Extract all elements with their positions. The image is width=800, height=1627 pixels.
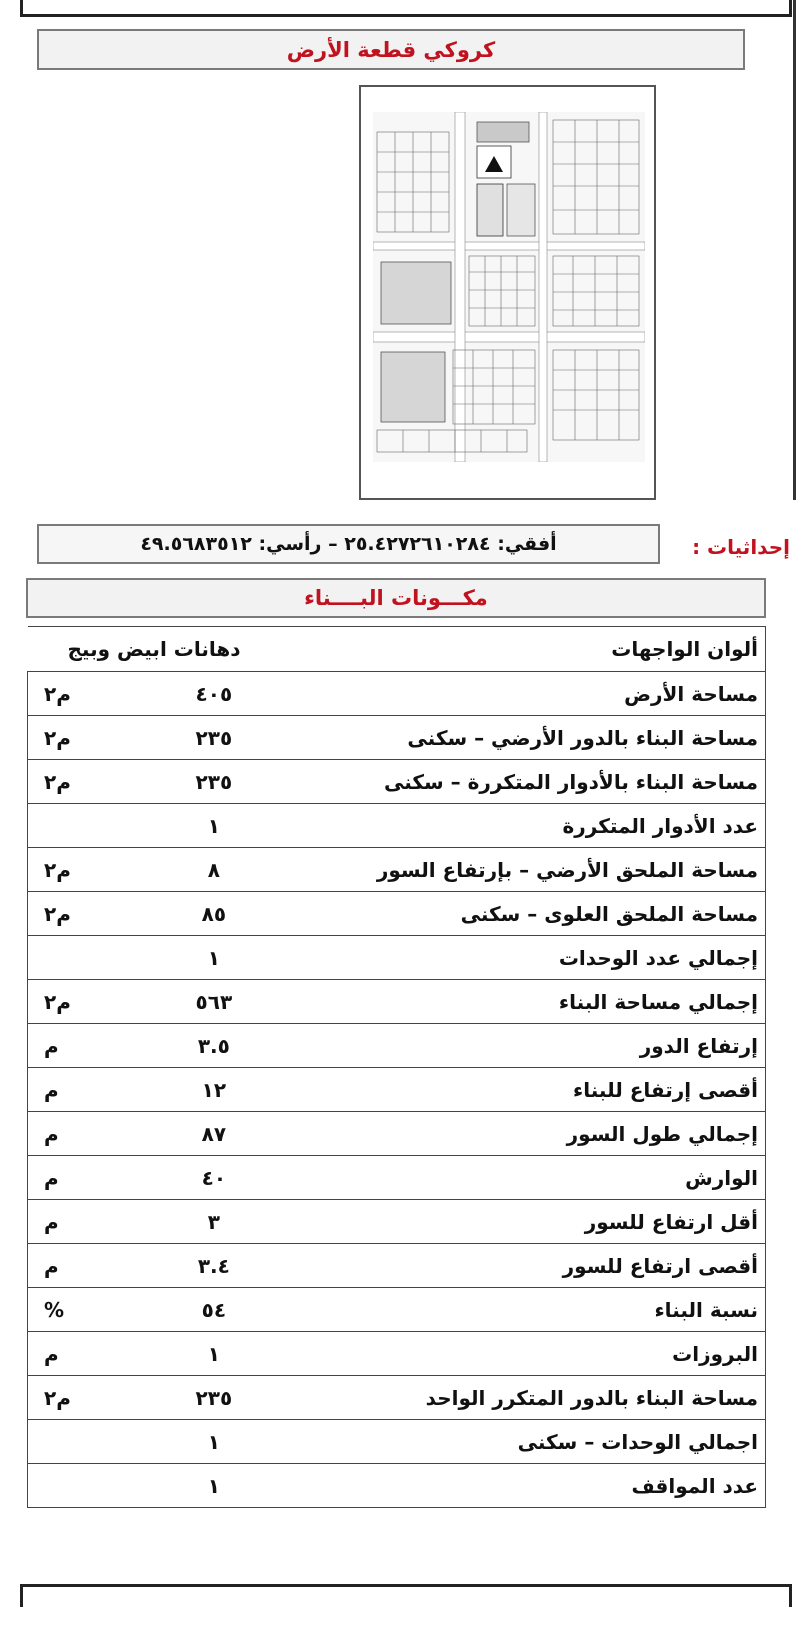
spec-label: إرتفاع الدور xyxy=(309,1024,766,1068)
table-row xyxy=(28,760,766,804)
spec-value: ٨٥ xyxy=(119,892,308,936)
spec-label: إجمالي طول السور xyxy=(309,1112,766,1156)
spec-unit xyxy=(28,1464,120,1508)
spec-value: ٢٣٥ xyxy=(119,1376,308,1420)
spec-label: نسبة البناء xyxy=(309,1288,766,1332)
spec-value: ٥٤ xyxy=(119,1288,308,1332)
spec-value: ٤٠٥ xyxy=(119,672,308,716)
spec-value: ٨٧ xyxy=(119,1112,308,1156)
table-row xyxy=(28,1068,766,1112)
spec-label: عدد المواقف xyxy=(309,1464,766,1508)
spec-value: ٣ xyxy=(119,1200,308,1244)
spec-value: ١ xyxy=(119,804,308,848)
building-components-header xyxy=(26,578,766,618)
spec-label: مساحة الأرض xyxy=(309,672,766,716)
spec-label: مساحة البناء بالأدوار المتكررة – سكنى xyxy=(309,760,766,804)
spec-unit: م xyxy=(28,1200,120,1244)
table-row xyxy=(28,1420,766,1464)
table-row xyxy=(28,892,766,936)
spec-value: ٣.٥ xyxy=(119,1024,308,1068)
coordinates-field xyxy=(37,524,660,564)
table-row xyxy=(28,1464,766,1508)
table-row xyxy=(28,672,766,716)
spec-label: عدد الأدوار المتكررة xyxy=(309,804,766,848)
spec-label: مساحة البناء بالدور المتكرر الواحد xyxy=(309,1376,766,1420)
spec-unit: م٢ xyxy=(28,716,120,760)
facade-value: دهانات ابيض وبيج xyxy=(28,627,309,672)
table-row xyxy=(28,1376,766,1420)
building-specs-table xyxy=(27,626,766,1508)
spec-unit: م٢ xyxy=(28,980,120,1024)
spec-label: الوارش xyxy=(309,1156,766,1200)
spec-unit: م xyxy=(28,1112,120,1156)
spec-unit xyxy=(28,936,120,980)
spec-label: إجمالي مساحة البناء xyxy=(309,980,766,1024)
page-bottom-border xyxy=(20,1584,792,1607)
table-row xyxy=(28,627,766,672)
spec-unit: م xyxy=(28,1024,120,1068)
site-plan-map xyxy=(359,85,656,500)
spec-label: أقل ارتفاع للسور xyxy=(309,1200,766,1244)
spec-value: ٥٦٣ xyxy=(119,980,308,1024)
spec-label: مساحة الملحق العلوى – سكنى xyxy=(309,892,766,936)
table-row xyxy=(28,804,766,848)
table-row xyxy=(28,936,766,980)
coordinates-value: أفقي: ٢٥.٤٢٧٢٦١٠٢٨٤ – رأسي: ٤٩.٥٦٨٣٥١٢ xyxy=(140,533,557,555)
table-row xyxy=(28,980,766,1024)
spec-unit: م٢ xyxy=(28,1376,120,1420)
site-plan-map-icon xyxy=(373,112,645,462)
spec-value: ٨ xyxy=(119,848,308,892)
table-row xyxy=(28,1288,766,1332)
spec-unit xyxy=(28,1420,120,1464)
spec-value: ١ xyxy=(119,1332,308,1376)
table-row xyxy=(28,716,766,760)
table-row xyxy=(28,1112,766,1156)
spec-value: ١ xyxy=(119,1420,308,1464)
spec-unit: م٢ xyxy=(28,892,120,936)
spec-value: ٣.٤ xyxy=(119,1244,308,1288)
page-top-border xyxy=(20,0,792,17)
building-components-title: مكـــونات البــــناء xyxy=(304,586,488,610)
spec-label: مساحة الملحق الأرضي – بإرتفاع السور xyxy=(309,848,766,892)
facade-label: ألوان الواجهات xyxy=(309,627,766,672)
spec-value: ٢٣٥ xyxy=(119,716,308,760)
spec-unit: م٢ xyxy=(28,760,120,804)
coordinates-label: إحداثيات : xyxy=(692,535,790,559)
spec-label: إجمالي عدد الوحدات xyxy=(309,936,766,980)
spec-unit: م xyxy=(28,1244,120,1288)
table-row xyxy=(28,1332,766,1376)
table-row xyxy=(28,1024,766,1068)
spec-unit: م٢ xyxy=(28,672,120,716)
spec-value: ١ xyxy=(119,1464,308,1508)
spec-unit: م xyxy=(28,1332,120,1376)
land-sketch-header xyxy=(37,29,745,70)
spec-value: ٤٠ xyxy=(119,1156,308,1200)
table-row xyxy=(28,1244,766,1288)
spec-label: البروزات xyxy=(309,1332,766,1376)
spec-unit: % xyxy=(28,1288,120,1332)
spec-value: ١ xyxy=(119,936,308,980)
spec-label: مساحة البناء بالدور الأرضي – سكنى xyxy=(309,716,766,760)
spec-unit xyxy=(28,804,120,848)
spec-label: أقصى إرتفاع للبناء xyxy=(309,1068,766,1112)
spec-label: أقصى ارتفاع للسور xyxy=(309,1244,766,1288)
spec-unit: م xyxy=(28,1068,120,1112)
spec-label: اجمالي الوحدات – سكنى xyxy=(309,1420,766,1464)
land-sketch-title: كروكي قطعة الأرض xyxy=(286,37,496,62)
spec-unit: م xyxy=(28,1156,120,1200)
table-row xyxy=(28,1200,766,1244)
right-edge-rule xyxy=(793,0,796,500)
spec-value: ١٢ xyxy=(119,1068,308,1112)
spec-unit: م٢ xyxy=(28,848,120,892)
table-row xyxy=(28,1156,766,1200)
spec-value: ٢٣٥ xyxy=(119,760,308,804)
table-row xyxy=(28,848,766,892)
